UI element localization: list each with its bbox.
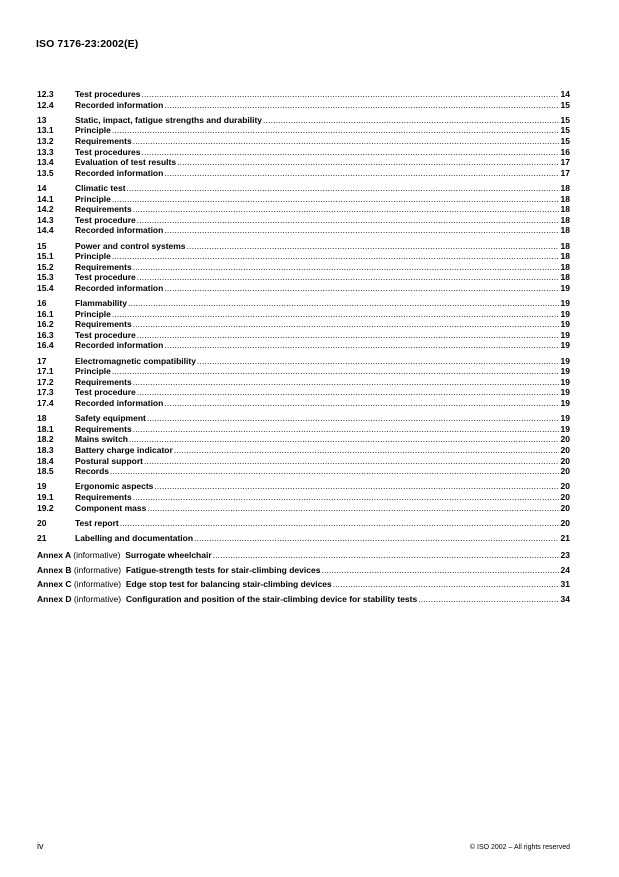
toc-entry-title: Test report — [75, 517, 119, 528]
toc-entry-page: 19 — [560, 340, 570, 351]
toc-entry-number: 16.1 — [37, 308, 54, 319]
toc-entry[interactable] — [37, 309, 570, 320]
toc-entry[interactable] — [37, 298, 570, 309]
toc-group — [37, 518, 570, 529]
toc-group — [37, 183, 570, 236]
toc-entry[interactable] — [37, 225, 570, 236]
toc-group — [37, 89, 570, 110]
toc-dot-leader — [164, 100, 559, 111]
toc-annex-title-wrap — [37, 563, 320, 578]
toc-entry-number: 15.2 — [37, 261, 54, 272]
annex-label: Annex D — [37, 593, 72, 604]
toc-entry[interactable] — [37, 492, 570, 503]
toc-entry-title: Safety equipment — [75, 413, 146, 424]
toc-dot-leader — [137, 272, 559, 283]
toc-entry-page: 20 — [560, 466, 570, 477]
toc-dot-leader — [174, 445, 559, 456]
toc-entry-number: 15.1 — [37, 251, 54, 262]
toc-annex-entry[interactable] — [37, 592, 570, 607]
toc-entry-title: Recorded information — [75, 398, 164, 408]
annex-status: (informative) — [73, 593, 122, 604]
toc-entry[interactable] — [37, 503, 570, 514]
toc-entry-number: 14.3 — [37, 214, 54, 225]
toc-entry-page: 18 — [560, 251, 570, 262]
toc-entry-page: 18 — [560, 182, 570, 193]
toc-entry-page: 16 — [560, 146, 570, 157]
toc-entry-title: Climatic test — [75, 182, 126, 193]
toc-entry-number: 13.4 — [37, 157, 54, 168]
toc-entry[interactable] — [37, 272, 570, 283]
toc-entry-number: 15 — [37, 240, 47, 251]
toc-annex-entry[interactable] — [37, 548, 570, 563]
toc-dot-leader — [137, 330, 559, 341]
annex-label: Annex A — [37, 550, 71, 561]
toc-entry-title: Test procedure — [75, 329, 136, 340]
toc-entry-number: 13.1 — [37, 125, 54, 136]
toc-dot-leader — [133, 377, 559, 388]
toc-entry-page: 20 — [560, 481, 570, 492]
toc-dot-leader — [133, 492, 559, 503]
annex-title: Fatigue-strength tests for stair-climbing devices — [125, 564, 321, 575]
toc-entry-page: 21 — [560, 532, 570, 543]
toc-entry[interactable] — [37, 283, 570, 294]
toc-dot-leader — [133, 319, 559, 330]
toc-entry-number: 21 — [37, 532, 47, 543]
toc-dot-leader — [129, 434, 559, 445]
toc-entry[interactable] — [37, 194, 570, 205]
toc-dot-leader — [333, 577, 559, 592]
toc-dot-leader — [112, 366, 559, 377]
toc-entry-number: 14.1 — [37, 193, 54, 204]
toc-entry[interactable] — [37, 518, 570, 529]
toc-entry-title: Ergonomic aspects — [75, 481, 154, 492]
toc-dot-leader — [164, 283, 559, 294]
toc-dot-leader — [127, 183, 559, 194]
document-id-header: ISO 7176-23:2002(E) — [36, 38, 139, 50]
toc-entry-page: 15 — [560, 99, 570, 110]
toc-sections — [37, 89, 570, 544]
toc-dot-leader — [263, 115, 559, 126]
toc-entry[interactable] — [37, 398, 570, 409]
toc-group — [37, 115, 570, 179]
toc-entry[interactable] — [37, 241, 570, 252]
toc-entry-page: 18 — [560, 225, 570, 236]
toc-entry-title: Test procedures — [75, 89, 141, 99]
toc-entry-title: Test procedure — [75, 214, 136, 225]
annex-status: (informative) — [73, 550, 121, 561]
toc-annex-title-wrap — [37, 577, 332, 592]
annex-status: (informative) — [73, 564, 122, 575]
toc-annexes — [37, 548, 570, 606]
toc-entry-title: Requirements — [75, 491, 132, 502]
toc-entry-page: 17 — [560, 167, 570, 178]
toc-entry-number: 13 — [37, 114, 47, 125]
toc-entry-page: 14 — [560, 89, 570, 99]
toc-entry-title: Recorded information — [75, 225, 164, 236]
toc-entry-page: 18 — [560, 193, 570, 204]
toc-entry[interactable] — [37, 445, 570, 456]
toc-entry-title: Requirements — [75, 204, 132, 215]
toc-entry-page: 19 — [560, 319, 570, 330]
copyright-notice: © ISO 2002 – All rights reserved — [469, 844, 570, 851]
toc-dot-leader — [164, 225, 559, 236]
toc-group — [37, 241, 570, 294]
toc-entry-title: Evaluation of test results — [75, 157, 177, 168]
toc-entry-title: Test procedure — [75, 387, 136, 398]
toc-dot-leader — [112, 125, 559, 136]
annex-title: Configuration and position of the stair-climbing device for stability tests — [125, 593, 418, 604]
toc-entry-page: 18 — [560, 240, 570, 251]
toc-entry[interactable] — [37, 434, 570, 445]
toc-entry[interactable] — [37, 387, 570, 398]
toc-entry-number: 13.3 — [37, 146, 54, 157]
toc-entry-number: 14.2 — [37, 204, 54, 215]
toc-entry-page: 18 — [560, 214, 570, 225]
toc-dot-leader — [110, 466, 559, 477]
toc-annex-title-wrap — [37, 592, 417, 607]
toc-entry-page: 19 — [560, 366, 570, 377]
toc-entry-title: Principle — [75, 251, 111, 262]
toc-entry[interactable] — [37, 456, 570, 467]
toc-entry-number: 14.4 — [37, 225, 54, 236]
toc-entry-page: 19 — [560, 355, 570, 366]
toc-entry-page: 20 — [560, 455, 570, 466]
toc-entry-number: 18 — [37, 413, 47, 424]
toc-entry-page: 18 — [560, 272, 570, 283]
toc-entry[interactable] — [37, 424, 570, 435]
toc-dot-leader — [187, 241, 559, 252]
toc-dot-leader — [197, 356, 559, 367]
toc-entry-title: Recorded information — [75, 282, 164, 293]
toc-dot-leader — [194, 533, 559, 544]
toc-entry[interactable] — [37, 147, 570, 158]
toc-entry-number: 18.3 — [37, 444, 54, 455]
toc-entry-title: Power and control systems — [75, 240, 186, 251]
toc-entry-title: Requirements — [75, 423, 132, 434]
toc-entry-title: Component mass — [75, 502, 147, 513]
toc-entry-title: Requirements — [75, 261, 132, 272]
annex-label: Annex C — [37, 579, 72, 590]
toc-entry-number: 16 — [37, 298, 47, 309]
toc-entry[interactable] — [37, 100, 570, 111]
page-number: iv — [37, 841, 44, 851]
toc-entry-page: 19 — [560, 308, 570, 319]
annex-title: Surrogate wheelchair — [125, 550, 212, 561]
toc-entry-number: 18.1 — [37, 423, 54, 434]
toc-entry-page: 20 — [560, 491, 570, 502]
toc-entry-title: Recorded information — [75, 340, 164, 351]
toc-entry-number: 15.3 — [37, 272, 54, 283]
toc-entry-title: Records — [75, 466, 110, 477]
toc-entry-page: 19 — [560, 282, 570, 293]
toc-entry-page: 19 — [560, 298, 570, 309]
toc-entry-number: 17.3 — [37, 387, 54, 398]
toc-entry-title: Recorded information — [75, 167, 164, 178]
toc-entry-title: Mains switch — [75, 434, 128, 445]
toc-entry[interactable] — [37, 262, 570, 273]
toc-entry-number: 18.5 — [37, 466, 54, 477]
toc-entry-number: 16.2 — [37, 319, 54, 330]
toc-entry[interactable] — [37, 330, 570, 341]
toc-group — [37, 533, 570, 544]
toc-dot-leader — [164, 340, 559, 351]
toc-entry-title: Labelling and documentation — [75, 532, 194, 543]
toc-dot-leader — [112, 251, 559, 262]
toc-entry-number: 17.1 — [37, 366, 54, 377]
toc-entry[interactable] — [37, 319, 570, 330]
toc-annex-entry[interactable] — [37, 577, 570, 592]
toc-entry-number: 19.2 — [37, 502, 54, 513]
toc-entry-title: Principle — [75, 125, 111, 136]
toc-entry-number: 13.2 — [37, 135, 54, 146]
toc-entry-title: Requirements — [75, 319, 132, 330]
toc-entry-page: 20 — [560, 434, 570, 445]
toc-dot-leader — [418, 592, 559, 607]
toc-entry-title: Principle — [75, 308, 111, 319]
toc-entry-page: 19 — [560, 398, 570, 408]
annex-label: Annex B — [37, 564, 72, 575]
toc-entry[interactable] — [37, 533, 570, 544]
toc-entry-title: Principle — [75, 193, 111, 204]
toc-entry[interactable] — [37, 157, 570, 168]
toc-dot-leader — [133, 204, 559, 215]
toc-dot-leader — [164, 168, 559, 179]
toc-entry-number: 13.5 — [37, 167, 54, 178]
toc-entry[interactable] — [37, 340, 570, 351]
toc-entry-page: 18 — [560, 261, 570, 272]
toc-entry-page: 15 — [560, 125, 570, 136]
toc-dot-leader — [112, 309, 559, 320]
toc-entry-title: Flammability — [75, 298, 127, 309]
toc-entry[interactable] — [37, 125, 570, 136]
toc-entry-number: 14 — [37, 182, 47, 193]
toc-entry-title: Test procedures — [75, 146, 141, 157]
toc-entry-title: Battery charge indicator — [75, 444, 173, 455]
toc-entry-number: 18.4 — [37, 455, 54, 466]
toc-dot-leader — [120, 518, 559, 529]
toc-entry[interactable] — [37, 115, 570, 126]
toc-entry[interactable] — [37, 204, 570, 215]
toc-entry-title: Recorded information — [75, 99, 164, 110]
toc-entry[interactable] — [37, 377, 570, 388]
toc-dot-leader — [147, 413, 559, 424]
toc-dot-leader — [142, 147, 559, 158]
toc-entry-page: 19 — [560, 423, 570, 434]
annex-title: Edge stop test for balancing stair-climbing devices — [125, 579, 332, 590]
toc-entry-page: 19 — [560, 413, 570, 424]
toc-entry[interactable] — [37, 168, 570, 179]
toc-dot-leader — [177, 157, 559, 168]
toc-entry[interactable] — [37, 251, 570, 262]
toc-entry-title: Requirements — [75, 376, 132, 387]
toc-entry-page: 31 — [560, 579, 570, 590]
toc-entry-page: 19 — [560, 387, 570, 398]
toc-entry-number: 18.2 — [37, 434, 54, 445]
toc-entry-page: 19 — [560, 329, 570, 340]
toc-dot-leader — [154, 481, 559, 492]
toc-entry-title: Electromagnetic compatibility — [75, 355, 196, 366]
toc-dot-leader — [142, 89, 559, 100]
toc-annex-title-wrap — [37, 548, 212, 563]
toc-entry[interactable] — [37, 215, 570, 226]
toc-entry-number: 17.2 — [37, 376, 54, 387]
toc-entry-page: 20 — [560, 502, 570, 513]
toc-entry[interactable] — [37, 466, 570, 477]
toc-entry-page: 24 — [560, 564, 570, 575]
toc-group — [37, 481, 570, 513]
toc-entry-page: 20 — [560, 444, 570, 455]
toc-entry-page: 20 — [560, 517, 570, 528]
toc-group — [37, 298, 570, 351]
toc-annex-entry[interactable] — [37, 563, 570, 578]
toc-entry-number: 12.4 — [37, 99, 54, 110]
page-footer — [37, 841, 570, 851]
toc-entry-number: 17 — [37, 355, 47, 366]
toc-entry-number: 16.3 — [37, 329, 54, 340]
table-of-contents — [37, 89, 570, 606]
annex-status: (informative) — [73, 579, 122, 590]
toc-dot-leader — [133, 262, 559, 273]
toc-dot-leader — [137, 387, 559, 398]
toc-entry-page: 34 — [560, 593, 570, 604]
toc-entry-title: Requirements — [75, 135, 132, 146]
toc-entry-page: 15 — [560, 114, 570, 125]
toc-entry[interactable] — [37, 413, 570, 424]
toc-entry-number: 12.3 — [37, 89, 54, 99]
toc-entry-number: 15.4 — [37, 282, 54, 293]
toc-entry-page: 23 — [560, 550, 570, 561]
toc-entry-page: 19 — [560, 376, 570, 387]
toc-group — [37, 356, 570, 409]
toc-entry-number: 17.4 — [37, 398, 54, 408]
toc-dot-leader — [133, 424, 559, 435]
toc-entry-title: Static, impact, fatigue strengths and durability — [75, 114, 263, 125]
toc-dot-leader — [147, 503, 559, 514]
toc-entry-title: Test procedure — [75, 272, 136, 283]
toc-entry[interactable] — [37, 183, 570, 194]
toc-entry-page: 15 — [560, 135, 570, 146]
toc-entry-number: 19.1 — [37, 491, 54, 502]
toc-entry-number: 19 — [37, 481, 47, 492]
toc-entry-title: Postural support — [75, 455, 144, 466]
toc-dot-leader — [137, 215, 559, 226]
toc-dot-leader — [321, 563, 559, 578]
toc-entry[interactable] — [37, 136, 570, 147]
toc-dot-leader — [213, 548, 559, 563]
toc-dot-leader — [164, 398, 559, 409]
toc-entry-page: 18 — [560, 204, 570, 215]
toc-entry-number: 16.4 — [37, 340, 54, 351]
toc-dot-leader — [128, 298, 559, 309]
toc-entry[interactable] — [37, 356, 570, 367]
toc-entry[interactable] — [37, 481, 570, 492]
toc-entry[interactable] — [37, 366, 570, 377]
toc-dot-leader — [112, 194, 559, 205]
toc-group — [37, 413, 570, 477]
toc-entry-title: Principle — [75, 366, 111, 377]
toc-entry-page: 17 — [560, 157, 570, 168]
toc-entry[interactable] — [37, 89, 570, 100]
toc-dot-leader — [133, 136, 559, 147]
toc-dot-leader — [144, 456, 559, 467]
toc-entry-number: 20 — [37, 517, 47, 528]
